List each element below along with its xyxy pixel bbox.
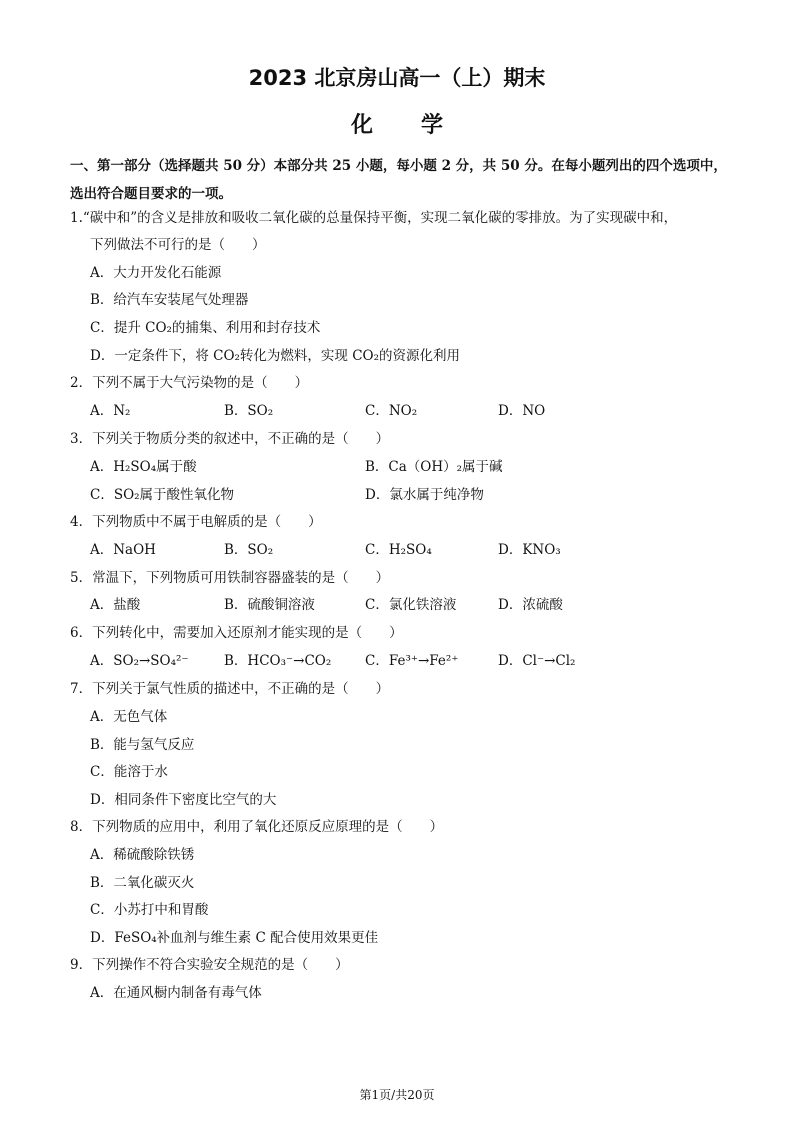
question-5-option-d: D．浓硫酸 bbox=[498, 597, 563, 613]
question-2-option-d: D．NO bbox=[498, 403, 546, 419]
question-4-stem: 4．下列物质中不属于电解质的是（ ） bbox=[70, 514, 322, 530]
question-3-option-b: B．Ca（OH）₂属于碱 bbox=[365, 459, 503, 475]
question-1-option-b: B．给汽车安装尾气处理器 bbox=[90, 292, 249, 308]
question-1-option-a: A．大力开发化石能源 bbox=[90, 265, 222, 281]
question-9-option-a: A．在通风橱内制备有毒气体 bbox=[90, 985, 262, 1001]
question-1-stem-cont: 下列做法不可行的是（ ） bbox=[90, 237, 266, 253]
question-5-option-a: A．盐酸 bbox=[90, 597, 141, 613]
question-6-option-d: D．Cl⁻→Cl₂ bbox=[498, 653, 576, 669]
question-7-option-a: A．无色气体 bbox=[90, 709, 168, 725]
question-8-stem: 8．下列物质的应用中，利用了氧化还原反应原理的是（ ） bbox=[70, 819, 444, 835]
question-5-option-c: C．氯化铁溶液 bbox=[365, 597, 457, 613]
question-7-option-c: C．能溶于水 bbox=[90, 764, 168, 780]
question-2-option-b: B．SO₂ bbox=[224, 403, 274, 419]
question-8-option-d: D．FeSO₄补血剂与维生素 C 配合使用效果更佳 bbox=[90, 930, 379, 946]
question-3-option-a: A．H₂SO₄属于酸 bbox=[90, 459, 197, 475]
question-1-option-c: C．提升 CO₂的捕集、利用和封存技术 bbox=[90, 320, 321, 336]
question-1-option-d: D．一定条件下，将 CO₂转化为燃料，实现 CO₂的资源化利用 bbox=[90, 348, 461, 364]
question-7-stem: 7．下列关于氯气性质的描述中，不正确的是（ ） bbox=[70, 681, 390, 697]
question-7-option-d: D．相同条件下密度比空气的大 bbox=[90, 792, 277, 808]
question-4-option-a: A．NaOH bbox=[90, 542, 156, 558]
question-1-stem: 1.“碳中和”的含义是排放和吸收二氧化碳的总量保持平衡，实现二氧化碳的零排放。为了实现碳中和， bbox=[70, 210, 678, 226]
section-heading-line-2: 选出符合题目要求的一项。 bbox=[70, 186, 232, 202]
question-8-option-a: A．稀硫酸除铁锈 bbox=[90, 847, 195, 863]
section-heading-line-1: 一、第一部分（选择题共 50 分）本部分共 25 小题，每小题 2 分，共 50 分。在每小题列出的四个选项中， bbox=[70, 158, 727, 174]
question-7-option-b: B．能与氢气反应 bbox=[90, 737, 195, 753]
document-title: 2023 北京房山高一（上）期末 bbox=[248, 66, 546, 90]
question-4-option-b: B．SO₂ bbox=[224, 542, 274, 558]
question-5-stem: 5．常温下，下列物质可用铁制容器盛装的是（ ） bbox=[70, 570, 390, 586]
section-heading bbox=[70, 152, 730, 208]
question-6-option-a: A．SO₂→SO₄²⁻ bbox=[90, 653, 189, 669]
question-4-option-c: C．H₂SO₄ bbox=[365, 542, 432, 558]
page-number: 第1页/共20页 bbox=[359, 1088, 435, 1102]
question-3-stem: 3．下列关于物质分类的叙述中，不正确的是（ ） bbox=[70, 431, 390, 447]
question-8-option-c: C．小苏打中和胃酸 bbox=[90, 902, 209, 918]
question-3-option-c: C．SO₂属于酸性氧化物 bbox=[90, 487, 235, 503]
question-8-option-b: B．二氧化碳灭火 bbox=[90, 875, 195, 891]
question-9-stem: 9．下列操作不符合实验安全规范的是（ ） bbox=[70, 957, 349, 973]
question-3-option-d: D．氯水属于纯净物 bbox=[365, 487, 484, 503]
question-2-option-c: C．NO₂ bbox=[365, 403, 418, 419]
question-4-option-d: D．KNO₃ bbox=[498, 542, 561, 558]
question-6-option-c: C．Fe³⁺→Fe²⁺ bbox=[365, 653, 459, 669]
question-6-option-b: B．HCO₃⁻→CO₂ bbox=[224, 653, 332, 669]
subject-title: 化学 bbox=[350, 113, 491, 138]
question-5-option-b: B．硫酸铜溶液 bbox=[224, 597, 315, 613]
question-6-stem: 6．下列转化中，需要加入还原剂才能实现的是（ ） bbox=[70, 625, 403, 641]
question-2-stem: 2．下列不属于大气污染物的是（ ） bbox=[70, 375, 309, 391]
question-2-option-a: A．N₂ bbox=[90, 403, 131, 419]
